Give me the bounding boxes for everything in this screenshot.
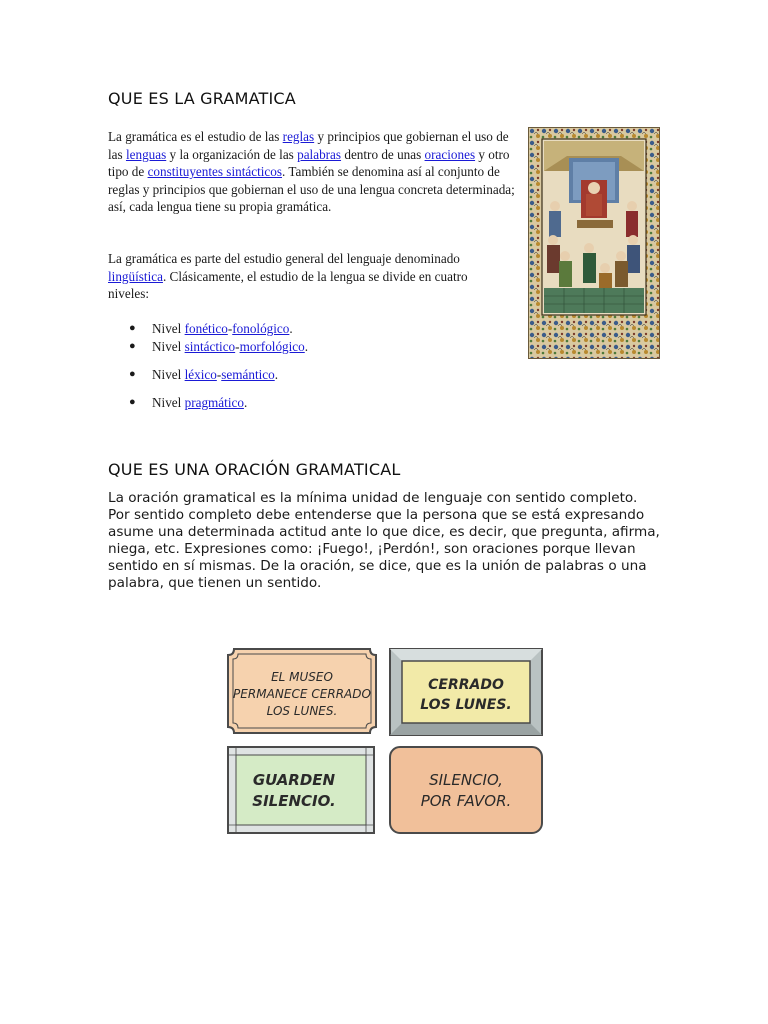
- level-prefix: Nivel: [152, 395, 185, 410]
- medieval-miniature-image: [528, 127, 660, 359]
- bullet-icon: ●: [129, 340, 136, 352]
- section-title-oracion: QUE ES UNA ORACIÓN GRAMATICAL: [108, 460, 401, 479]
- text-run: y la organización de las: [166, 146, 298, 162]
- level-end: .: [243, 395, 248, 410]
- bullet-icon: ●: [129, 396, 136, 408]
- list-item-text: [152, 338, 308, 355]
- bullet-icon: ●: [129, 368, 136, 380]
- list-item-text: [152, 394, 247, 411]
- link-lexico[interactable]: léxico: [184, 367, 217, 382]
- level-prefix: Nivel: [152, 339, 185, 354]
- paragraph-definition: [108, 128, 520, 216]
- text-run: y otro tipo de: [108, 146, 510, 180]
- sign-cerrado-line-1: CERRADO: [428, 677, 504, 693]
- level-separator: -: [235, 339, 240, 354]
- link-palabras[interactable]: palabras: [297, 146, 342, 162]
- link-semantico[interactable]: semántico: [221, 367, 275, 382]
- level-end: .: [289, 321, 293, 336]
- link-sintactico[interactable]: sintáctico: [184, 339, 236, 354]
- level-prefix: Nivel: [152, 321, 185, 336]
- section-title-gramatica: QUE ES LA GRAMATICA: [108, 89, 296, 108]
- sign-guarden: [228, 747, 374, 833]
- text-run: y principios que gobiernan el uso de las: [108, 129, 509, 162]
- sign-guarden-line-1: GUARDEN: [252, 771, 336, 789]
- link-pragmatico[interactable]: pragmático: [184, 395, 244, 410]
- signs-illustration: [224, 645, 546, 835]
- paragraph-oracion: La oración gramatical es la mínima unidad de lenguaje con sentido completo. Por sentido completo debe entenderse que la persona que se está expresando asume una determinada actitud ante lo que dice, es decir, que pregunta, afirma, niega, etc. Expresiones como: ¡Fuego!, ¡Perdón!, son oraciones porque llevan sentido en sí mismas. De la oración, se dice, que es la unión de palabras o una palabra, que tienen un sentido.: [108, 490, 660, 591]
- level-separator: -: [227, 321, 233, 336]
- link-reglas[interactable]: reglas: [282, 129, 315, 144]
- list-item-text: [152, 366, 278, 383]
- link-constituyentes[interactable]: constituyentes sintácticos: [147, 164, 282, 180]
- sign-cerrado: [390, 649, 542, 735]
- sign-museo: [228, 649, 376, 733]
- sign-museo-line-3: LOS LUNES.: [266, 704, 338, 718]
- text-run: La gramática es parte del estudio general del lenguaje denominado: [108, 251, 460, 266]
- sign-silencio-line-2: POR FAVOR.: [420, 792, 512, 810]
- level-end: .: [274, 367, 279, 382]
- text-run: La gramática es el estudio de las: [108, 129, 283, 144]
- list-item-text: [152, 320, 293, 337]
- level-end: .: [304, 339, 309, 354]
- text-run: dentro de unas: [341, 146, 425, 162]
- level-separator: -: [216, 367, 222, 382]
- level-prefix: Nivel: [152, 367, 185, 382]
- sign-guarden-line-2: SILENCIO.: [252, 792, 336, 810]
- link-lenguas[interactable]: lenguas: [125, 146, 167, 162]
- sign-silencio: [390, 747, 542, 833]
- link-fonetico[interactable]: fonético: [184, 321, 228, 336]
- link-linguistica[interactable]: lingüística: [108, 268, 163, 284]
- link-oraciones[interactable]: oraciones: [424, 146, 476, 162]
- paragraph-linguistics: [108, 250, 508, 303]
- sign-museo-line-1: EL MUSEO: [271, 670, 333, 684]
- link-fonologico[interactable]: fonológico: [232, 321, 290, 336]
- link-morfologico[interactable]: morfológico: [239, 339, 305, 354]
- text-run: . También se denomina así al conjunto de reglas y principios que gobiernan el uso de una lengua concreta determinada; así, cada lengua tiene su propia gramática.: [108, 164, 515, 215]
- text-run: . Clásicamente, el estudio de la lengua se divide en cuatro niveles:: [108, 268, 468, 302]
- sign-museo-line-2: PERMANECE CERRADO: [233, 687, 371, 701]
- sign-cerrado-line-2: LOS LUNES.: [420, 697, 512, 713]
- sign-silencio-line-1: SILENCIO,: [429, 771, 503, 789]
- bullet-icon: ●: [129, 322, 136, 334]
